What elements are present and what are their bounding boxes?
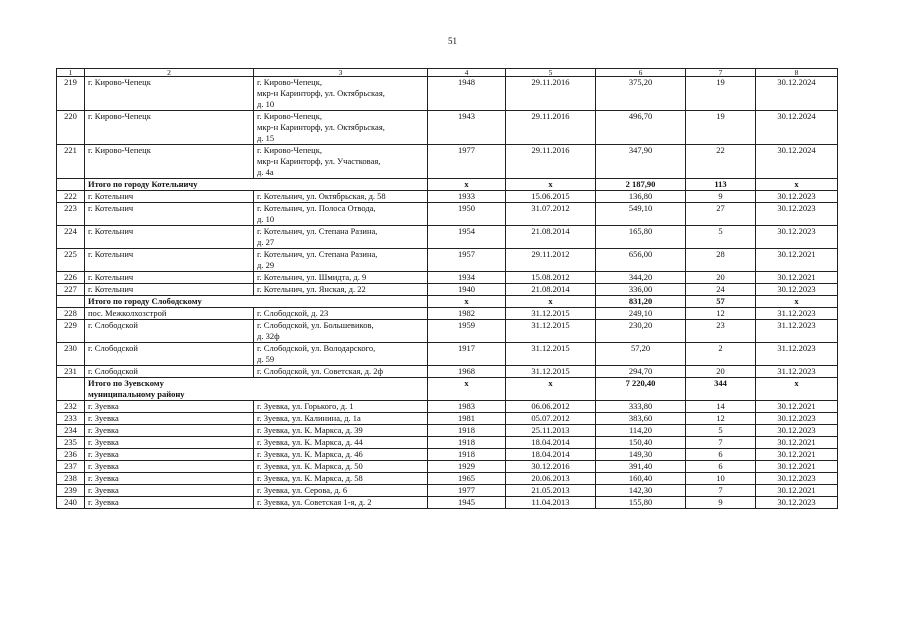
resettlement-deadline-cell: 31.12.2023	[756, 366, 838, 378]
row-number-cell: 226	[57, 272, 85, 284]
address-cell: г. Котельнич, ул. Степана Разина, д. 27	[254, 226, 428, 249]
residents-count-cell: 9	[686, 191, 756, 203]
row-number-cell: 232	[57, 401, 85, 413]
table-row	[57, 77, 838, 111]
resettlement-deadline-cell: 30.12.2021	[756, 272, 838, 284]
resettlement-deadline-cell: 30.12.2023	[756, 203, 838, 226]
table-row	[57, 413, 838, 425]
area-cell: 114,20	[596, 425, 686, 437]
locality-cell: г. Зуевка	[85, 413, 254, 425]
residents-count-cell: 20	[686, 366, 756, 378]
residents-count-cell: 5	[686, 425, 756, 437]
area-cell: 347,90	[596, 145, 686, 179]
recognition-date-cell: 21.05.2013	[506, 485, 596, 497]
table-row	[57, 272, 838, 284]
area-cell: 294,70	[596, 366, 686, 378]
area-cell: 165,80	[596, 226, 686, 249]
address-cell: г. Зуевка, ул. К. Маркса, д. 39	[254, 425, 428, 437]
subtotal-row	[57, 296, 838, 308]
year-built-cell: 1934	[428, 272, 506, 284]
resettlement-deadline-cell: 30.12.2023	[756, 473, 838, 485]
table-row	[57, 111, 838, 145]
address-cell: г. Зуевка, ул. К. Маркса, д. 50	[254, 461, 428, 473]
column-header: 8	[756, 69, 838, 77]
address-cell: г. Слободской, ул. Большевиков, д. 32ф	[254, 320, 428, 343]
recognition-date-cell: х	[506, 378, 596, 401]
year-built-cell: 1918	[428, 437, 506, 449]
table-row	[57, 320, 838, 343]
address-cell: г. Слободской, ул. Володарского, д. 59	[254, 343, 428, 366]
table-row	[57, 145, 838, 179]
table-body	[57, 77, 838, 509]
area-cell: 150,40	[596, 437, 686, 449]
row-number-cell	[57, 296, 85, 308]
year-built-cell: 1959	[428, 320, 506, 343]
resettlement-deadline-cell: х	[756, 179, 838, 191]
row-number-cell	[57, 378, 85, 401]
recognition-date-cell: 31.12.2015	[506, 320, 596, 343]
year-built-cell: 1943	[428, 111, 506, 145]
recognition-date-cell: 25.11.2013	[506, 425, 596, 437]
recognition-date-cell: 11.04.2013	[506, 497, 596, 509]
locality-cell: пос. Межколхозстрой	[85, 308, 254, 320]
residents-count-cell: 14	[686, 401, 756, 413]
row-number-cell: 233	[57, 413, 85, 425]
page-number: 51	[448, 36, 457, 46]
year-built-cell: 1918	[428, 425, 506, 437]
row-number-cell: 221	[57, 145, 85, 179]
address-cell: г. Слободской, д. 23	[254, 308, 428, 320]
row-number-cell: 237	[57, 461, 85, 473]
address-cell: г. Кирово-Чепецк, мкр-н Каринторф, ул. Октябрьская, д. 15	[254, 111, 428, 145]
locality-cell: г. Кирово-Чепецк	[85, 77, 254, 111]
address-cell: г. Котельнич, ул. Шмидта, д. 9	[254, 272, 428, 284]
locality-cell: г. Зуевка	[85, 401, 254, 413]
resettlement-deadline-cell: 31.12.2023	[756, 343, 838, 366]
address-cell: г. Зуевка, ул. Калинина, д. 1а	[254, 413, 428, 425]
address-cell: г. Зуевка, ул. Советская 1-я, д. 2	[254, 497, 428, 509]
recognition-date-cell: х	[506, 179, 596, 191]
resettlement-deadline-cell: 30.12.2021	[756, 249, 838, 272]
recognition-date-cell: х	[506, 296, 596, 308]
year-built-cell: 1983	[428, 401, 506, 413]
row-number-cell	[57, 179, 85, 191]
year-built-cell: 1918	[428, 449, 506, 461]
resettlement-deadline-cell: х	[756, 296, 838, 308]
resettlement-deadline-cell: 30.12.2024	[756, 145, 838, 179]
resettlement-deadline-cell: 30.12.2021	[756, 485, 838, 497]
area-cell: 656,00	[596, 249, 686, 272]
locality-cell: г. Слободской	[85, 343, 254, 366]
locality-cell: г. Зуевка	[85, 461, 254, 473]
address-cell: г. Слободской, ул. Советская, д. 2ф	[254, 366, 428, 378]
row-number-cell: 239	[57, 485, 85, 497]
recognition-date-cell: 29.11.2016	[506, 145, 596, 179]
recognition-date-cell: 18.04.2014	[506, 449, 596, 461]
year-built-cell: 1981	[428, 413, 506, 425]
residents-count-cell: 7	[686, 485, 756, 497]
table-row	[57, 437, 838, 449]
year-built-cell: 1965	[428, 473, 506, 485]
address-cell: г. Зуевка, ул. К. Маркса, д. 44	[254, 437, 428, 449]
locality-cell: г. Котельнич	[85, 203, 254, 226]
recognition-date-cell: 30.12.2016	[506, 461, 596, 473]
residents-count-cell: 24	[686, 284, 756, 296]
area-cell: 7 220,40	[596, 378, 686, 401]
address-cell: г. Котельнич, ул. Полоса Отвода, д. 10	[254, 203, 428, 226]
residents-count-cell: 6	[686, 449, 756, 461]
resettlement-deadline-cell: 30.12.2021	[756, 461, 838, 473]
row-number-cell: 228	[57, 308, 85, 320]
column-header: 6	[596, 69, 686, 77]
table-row	[57, 366, 838, 378]
residents-count-cell: 23	[686, 320, 756, 343]
row-number-cell: 222	[57, 191, 85, 203]
area-cell: 549,10	[596, 203, 686, 226]
locality-cell: г. Зуевка	[85, 449, 254, 461]
address-cell: г. Котельнич, ул. Октябрьская, д. 58	[254, 191, 428, 203]
year-built-cell: 1982	[428, 308, 506, 320]
column-header: 5	[506, 69, 596, 77]
locality-cell: г. Слободской	[85, 366, 254, 378]
residents-count-cell: 28	[686, 249, 756, 272]
year-built-cell: 1954	[428, 226, 506, 249]
row-number-cell: 220	[57, 111, 85, 145]
year-built-cell: 1968	[428, 366, 506, 378]
area-cell: 149,30	[596, 449, 686, 461]
row-number-cell: 240	[57, 497, 85, 509]
recognition-date-cell: 31.12.2015	[506, 366, 596, 378]
recognition-date-cell: 21.08.2014	[506, 284, 596, 296]
residents-count-cell: 7	[686, 437, 756, 449]
residents-count-cell: 12	[686, 308, 756, 320]
row-number-cell: 219	[57, 77, 85, 111]
table-row	[57, 461, 838, 473]
recognition-date-cell: 15.06.2015	[506, 191, 596, 203]
row-number-cell: 235	[57, 437, 85, 449]
row-number-cell: 227	[57, 284, 85, 296]
column-header: 4	[428, 69, 506, 77]
recognition-date-cell: 18.04.2014	[506, 437, 596, 449]
table-row	[57, 249, 838, 272]
locality-cell: г. Слободской	[85, 320, 254, 343]
residents-count-cell: 20	[686, 272, 756, 284]
table-row	[57, 226, 838, 249]
table-row	[57, 449, 838, 461]
residents-count-cell: 19	[686, 77, 756, 111]
residents-count-cell: 344	[686, 378, 756, 401]
address-cell: г. Зуевка, ул. К. Маркса, д. 46	[254, 449, 428, 461]
resettlement-deadline-cell: 30.12.2021	[756, 437, 838, 449]
address-cell: г. Котельнич, ул. Степана Разина, д. 29	[254, 249, 428, 272]
row-number-cell: 229	[57, 320, 85, 343]
subtotal-row	[57, 378, 838, 401]
area-cell: 155,80	[596, 497, 686, 509]
locality-cell: г. Зуевка	[85, 497, 254, 509]
recognition-date-cell: 29.11.2016	[506, 111, 596, 145]
recognition-date-cell: 31.07.2012	[506, 203, 596, 226]
resettlement-deadline-cell: 30.12.2023	[756, 413, 838, 425]
locality-cell: г. Кирово-Чепецк	[85, 145, 254, 179]
residents-count-cell: 6	[686, 461, 756, 473]
subtotal-row	[57, 179, 838, 191]
table-row	[57, 191, 838, 203]
area-cell: 249,10	[596, 308, 686, 320]
row-number-cell: 234	[57, 425, 85, 437]
area-cell: 333,80	[596, 401, 686, 413]
year-built-cell: 1933	[428, 191, 506, 203]
area-cell: 142,30	[596, 485, 686, 497]
address-cell: г. Зуевка, ул. Серова, д. 6	[254, 485, 428, 497]
row-number-cell: 225	[57, 249, 85, 272]
locality-cell: г. Кирово-Чепецк	[85, 111, 254, 145]
table-row	[57, 473, 838, 485]
area-cell: 344,20	[596, 272, 686, 284]
resettlement-deadline-cell: 30.12.2023	[756, 226, 838, 249]
locality-cell: г. Котельнич	[85, 249, 254, 272]
recognition-date-cell: 29.11.2012	[506, 249, 596, 272]
recognition-date-cell: 15.08.2012	[506, 272, 596, 284]
resettlement-deadline-cell: 30.12.2023	[756, 191, 838, 203]
column-header: 1	[57, 69, 85, 77]
residents-count-cell: 27	[686, 203, 756, 226]
table-row	[57, 308, 838, 320]
locality-cell: г. Зуевка	[85, 425, 254, 437]
recognition-date-cell: 29.11.2016	[506, 77, 596, 111]
recognition-date-cell: 20.06.2013	[506, 473, 596, 485]
year-built-cell: х	[428, 378, 506, 401]
year-built-cell: 1948	[428, 77, 506, 111]
locality-cell: г. Зуевка	[85, 485, 254, 497]
resettlement-deadline-cell: 30.12.2024	[756, 111, 838, 145]
area-cell: 2 187,90	[596, 179, 686, 191]
area-cell: 375,20	[596, 77, 686, 111]
column-header: 3	[254, 69, 428, 77]
locality-cell: г. Котельнич	[85, 284, 254, 296]
resettlement-deadline-cell: х	[756, 378, 838, 401]
year-built-cell: х	[428, 296, 506, 308]
area-cell: 831,20	[596, 296, 686, 308]
year-built-cell: 1945	[428, 497, 506, 509]
area-cell: 496,70	[596, 111, 686, 145]
table-row	[57, 497, 838, 509]
residents-count-cell: 5	[686, 226, 756, 249]
recognition-date-cell: 06.06.2012	[506, 401, 596, 413]
locality-cell: г. Котельнич	[85, 272, 254, 284]
table-row	[57, 343, 838, 366]
resettlement-deadline-cell: 31.12.2023	[756, 320, 838, 343]
row-number-cell: 238	[57, 473, 85, 485]
address-cell: г. Котельнич, ул. Янская, д. 22	[254, 284, 428, 296]
locality-cell: г. Котельнич	[85, 191, 254, 203]
table-row	[57, 203, 838, 226]
area-cell: 391,40	[596, 461, 686, 473]
resettlement-deadline-cell: 30.12.2023	[756, 425, 838, 437]
address-cell: г. Кирово-Чепецк, мкр-н Каринторф, ул. Участковая, д. 4а	[254, 145, 428, 179]
address-cell: г. Зуевка, ул. Горького, д. 1	[254, 401, 428, 413]
resettlement-deadline-cell: 31.12.2023	[756, 308, 838, 320]
area-cell: 383,60	[596, 413, 686, 425]
year-built-cell: 1940	[428, 284, 506, 296]
area-cell: 230,20	[596, 320, 686, 343]
residents-count-cell: 10	[686, 473, 756, 485]
resettlement-deadline-cell: 30.12.2024	[756, 77, 838, 111]
year-built-cell: 1950	[428, 203, 506, 226]
locality-cell: г. Зуевка	[85, 437, 254, 449]
year-built-cell: 1977	[428, 485, 506, 497]
recognition-date-cell: 31.12.2015	[506, 343, 596, 366]
year-built-cell: 1977	[428, 145, 506, 179]
row-number-cell: 231	[57, 366, 85, 378]
year-built-cell: х	[428, 179, 506, 191]
recognition-date-cell: 21.08.2014	[506, 226, 596, 249]
resettlement-deadline-cell: 30.12.2023	[756, 284, 838, 296]
subtotal-label: Итого по городу Котельничу	[85, 179, 428, 191]
table-row	[57, 401, 838, 413]
locality-cell: г. Котельнич	[85, 226, 254, 249]
row-number-cell: 223	[57, 203, 85, 226]
resettlement-deadline-cell: 30.12.2021	[756, 449, 838, 461]
residents-count-cell: 22	[686, 145, 756, 179]
table-row	[57, 284, 838, 296]
row-number-cell: 224	[57, 226, 85, 249]
row-number-cell: 230	[57, 343, 85, 366]
residents-count-cell: 113	[686, 179, 756, 191]
residents-count-cell: 57	[686, 296, 756, 308]
residents-count-cell: 12	[686, 413, 756, 425]
area-cell: 160,40	[596, 473, 686, 485]
resettlement-deadline-cell: 30.12.2023	[756, 497, 838, 509]
residents-count-cell: 9	[686, 497, 756, 509]
year-built-cell: 1917	[428, 343, 506, 366]
column-header: 7	[686, 69, 756, 77]
address-cell: г. Зуевка, ул. К. Маркса, д. 58	[254, 473, 428, 485]
area-cell: 136,80	[596, 191, 686, 203]
residents-count-cell: 19	[686, 111, 756, 145]
table-row	[57, 485, 838, 497]
area-cell: 336,00	[596, 284, 686, 296]
residents-count-cell: 2	[686, 343, 756, 366]
table-row	[57, 425, 838, 437]
subtotal-label: Итого по Зуевскому муниципальному району	[85, 378, 428, 401]
recognition-date-cell: 31.12.2015	[506, 308, 596, 320]
year-built-cell: 1929	[428, 461, 506, 473]
housing-registry-table	[56, 68, 838, 509]
locality-cell: г. Зуевка	[85, 473, 254, 485]
row-number-cell: 236	[57, 449, 85, 461]
resettlement-deadline-cell: 30.12.2021	[756, 401, 838, 413]
area-cell: 57,20	[596, 343, 686, 366]
year-built-cell: 1957	[428, 249, 506, 272]
subtotal-label: Итого по городу Слободскому	[85, 296, 428, 308]
recognition-date-cell: 05.07.2012	[506, 413, 596, 425]
column-number-row	[57, 69, 838, 77]
column-header: 2	[85, 69, 254, 77]
address-cell: г. Кирово-Чепецк, мкр-н Каринторф, ул. Октябрьская, д. 10	[254, 77, 428, 111]
